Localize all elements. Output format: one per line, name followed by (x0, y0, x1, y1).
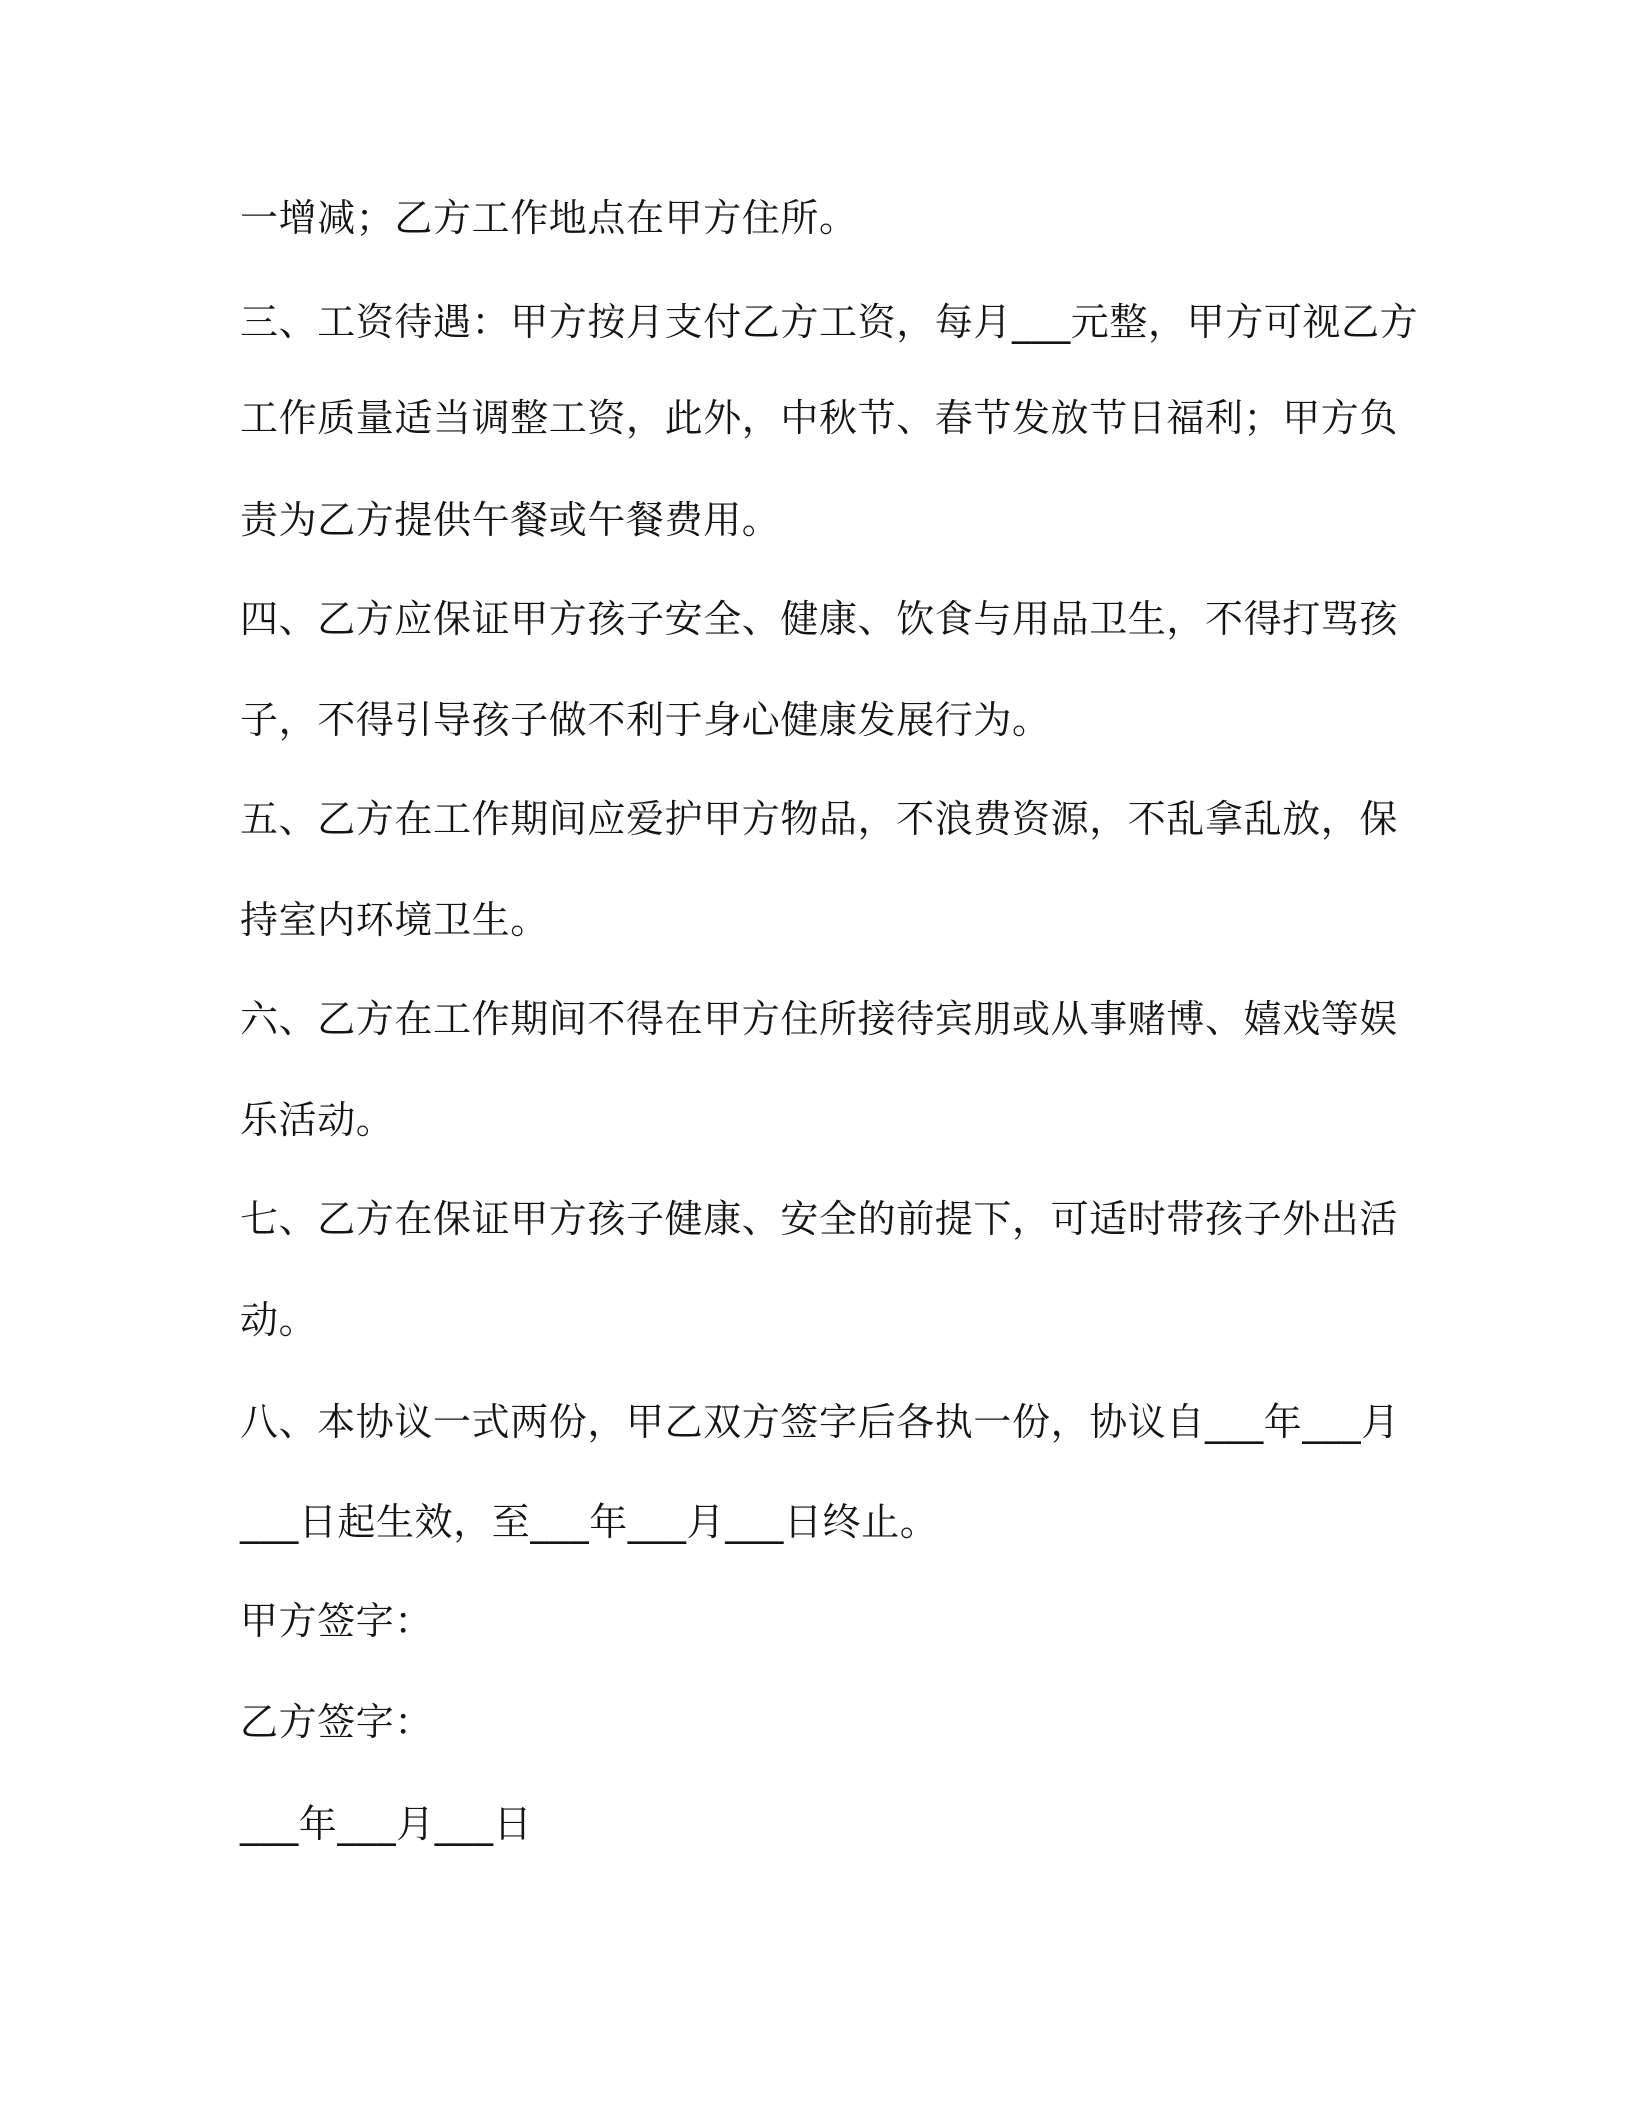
signature-date-line: ___年___月___日 (240, 1802, 533, 1846)
text-line-11: 七、乙方在保证甲方孩子健康、安全的前提下，可适时带孩子外出活 (240, 1197, 1399, 1241)
text-line-1: 一增减；乙方工作地点在甲方住所。 (240, 196, 858, 240)
text-line-7: 五、乙方在工作期间应爱护甲方物品，不浪费资源，不乱拿乱放，保 (240, 797, 1399, 841)
text-line-14: ___日起生效，至___年___月___日终止。 (240, 1500, 939, 1544)
text-line-4: 责为乙方提供午餐或午餐费用。 (240, 498, 781, 542)
text-line-6: 子，不得引导孩子做不利于身心健康发展行为。 (240, 698, 1051, 742)
text-line-3: 工作质量适当调整工资，此外，中秋节、春节发放节日福利；甲方负 (240, 396, 1399, 440)
text-line-9: 六、乙方在工作期间不得在甲方住所接待宾朋或从事赌博、嬉戏等娱 (240, 997, 1399, 1041)
text-line-5: 四、乙方应保证甲方孩子安全、健康、饮食与用品卫生，不得打骂孩 (240, 597, 1399, 641)
text-line-10: 乐活动。 (240, 1098, 395, 1142)
signature-party-b-label: 乙方签字： (240, 1700, 434, 1744)
text-line-13: 八、本协议一式两份，甲乙双方签字后各执一份，协议自___年___月 (240, 1400, 1400, 1444)
text-line-2: 三、工资待遇：甲方按月支付乙方工资，每月___元整，甲方可视乙方 (240, 300, 1419, 344)
text-line-8: 持室内环境卫生。 (240, 898, 549, 942)
signature-party-a-label: 甲方签字： (240, 1599, 434, 1643)
text-line-12: 动。 (240, 1298, 318, 1342)
